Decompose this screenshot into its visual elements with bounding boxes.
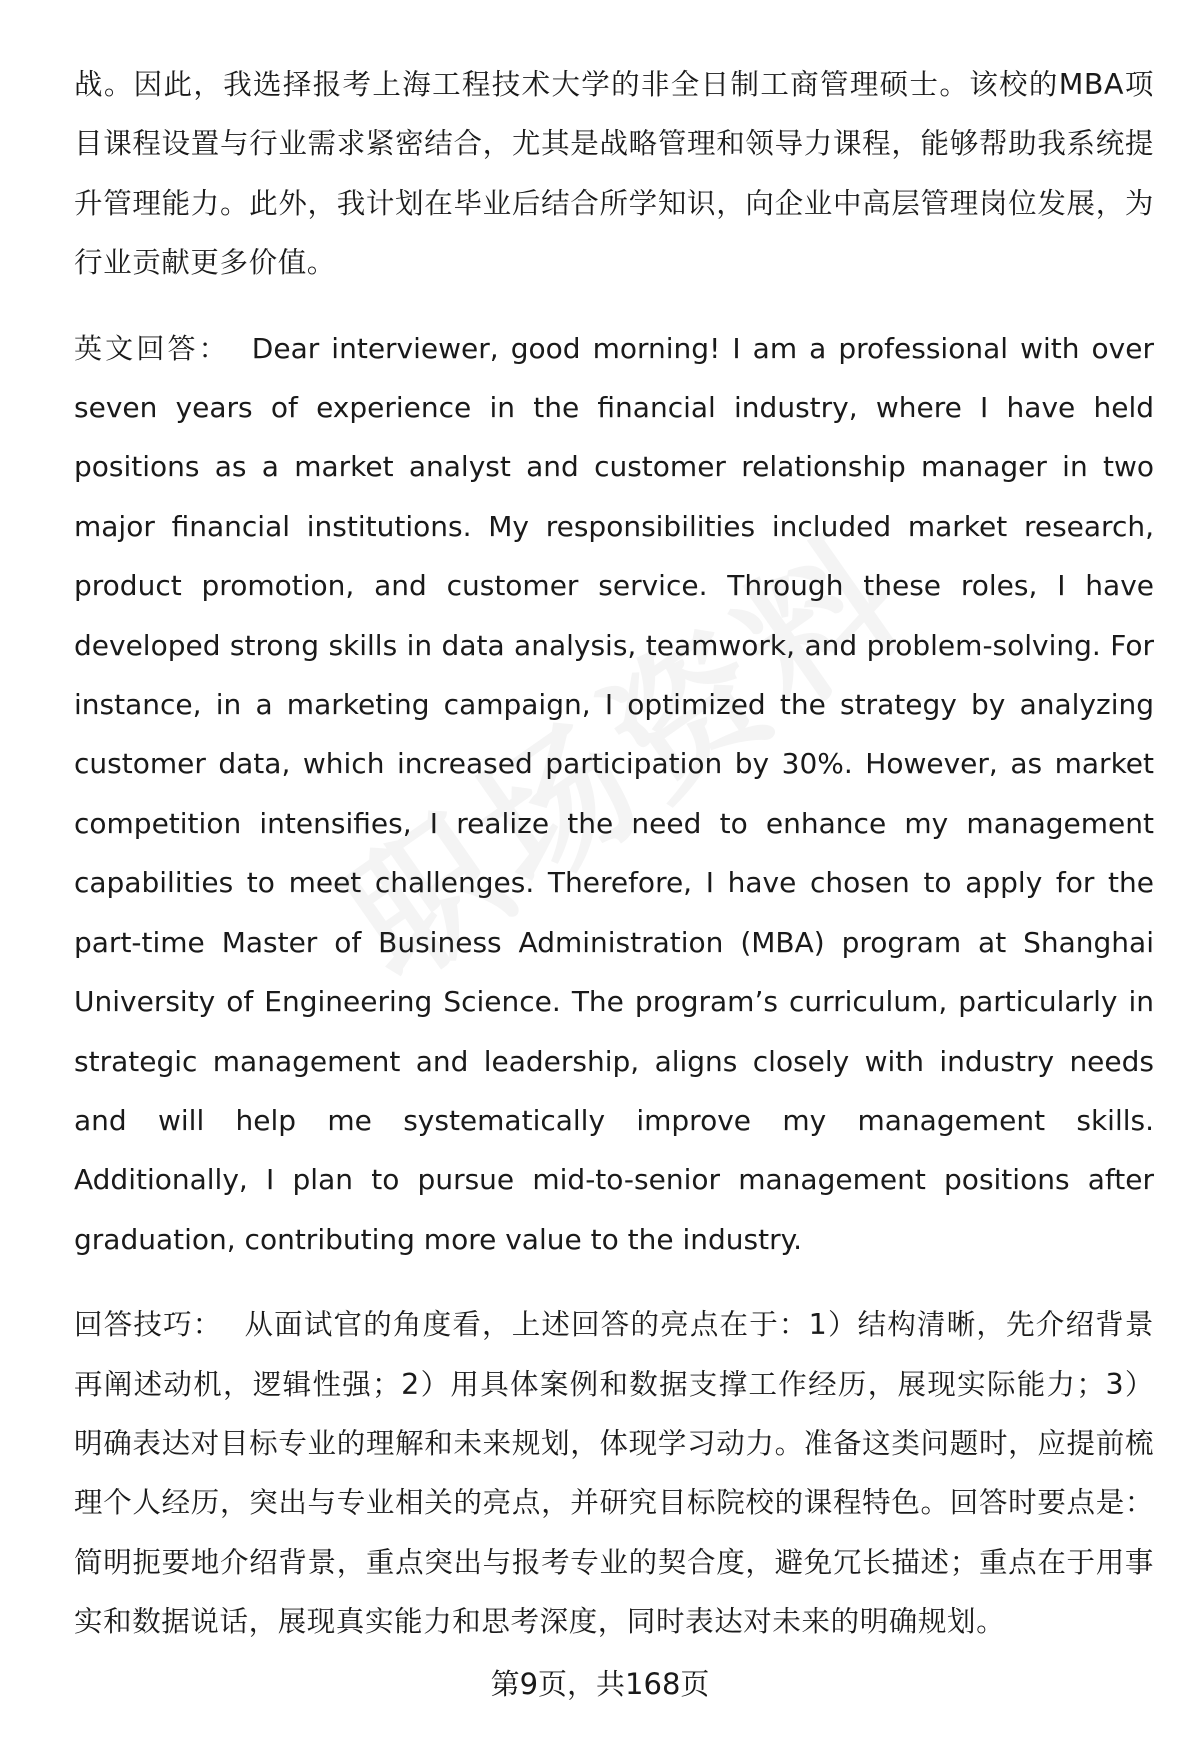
paragraph-english-answer <box>74 319 1154 1270</box>
paragraph-text: 从面试官的角度看，上述回答的亮点在于：1）结构清晰，先介绍背景再阐述动机，逻辑性强；2）用具体案例和数据支撑工作经历，展现实际能力；3）明确表达对目标专业的理解和未来规划，体现学习动力。准备这类问题时，应提前梳理个人经历，突出与专业相关的亮点，并研究目标院校的课程特色。回答时要点是：简明扼要地介绍背景，重点突出与报考专业的契合度，避免冗长描述；重点在于用事实和数据说话，展现真实能力和思考深度，同时表达对未来的明确规划。 <box>74 1308 1154 1639</box>
paragraph-label: 回答技巧： <box>74 1308 223 1342</box>
paragraph-text: 战。因此，我选择报考上海工程技术大学的非全日制工商管理硕士。该校的MBA项目课程设置与行业需求紧密结合，尤其是战略管理和领导力课程，能够帮助我系统提升管理能力。此外，我计划在毕业后结合所学知识，向企业中高层管理岗位发展，为行业贡献更多价值。 <box>74 68 1154 280</box>
paragraph-answer-tips <box>74 1295 1154 1651</box>
document-body <box>74 55 1154 1678</box>
page-number-footer: 第9页，共168页 <box>490 1667 710 1701</box>
paragraph-motivation-continued <box>74 55 1154 293</box>
paragraph-label: 英文回答： <box>74 331 230 365</box>
paragraph-text: Dear interviewer, good morning! I am a professional with over seven years of experience in the financial industry, where I have held positions as a market analyst and customer relationship manager in two major financial institutions. My responsibilities included market research, product promotion, and customer service. Through these roles, I have developed strong skills in data analysis, teamwork, and problem-solving. For instance, in a marketing campaign, I optimized the strategy by analyzing customer data, which increased participation by 30%. However, as market competition intensifies, I realize the need to enhance my management capabilities to meet challenges. Therefore, I have chosen to apply for the part-time Master of Business Administration (MBA) program at Shanghai University of Engineering Science. The program’s curriculum, particularly in strategic management and leadership, aligns closely with industry needs and will help me systematically improve my management skills. Additionally, I plan to pursue mid-to-senior management positions after graduation, contributing more value to the industry. <box>74 331 1154 1256</box>
